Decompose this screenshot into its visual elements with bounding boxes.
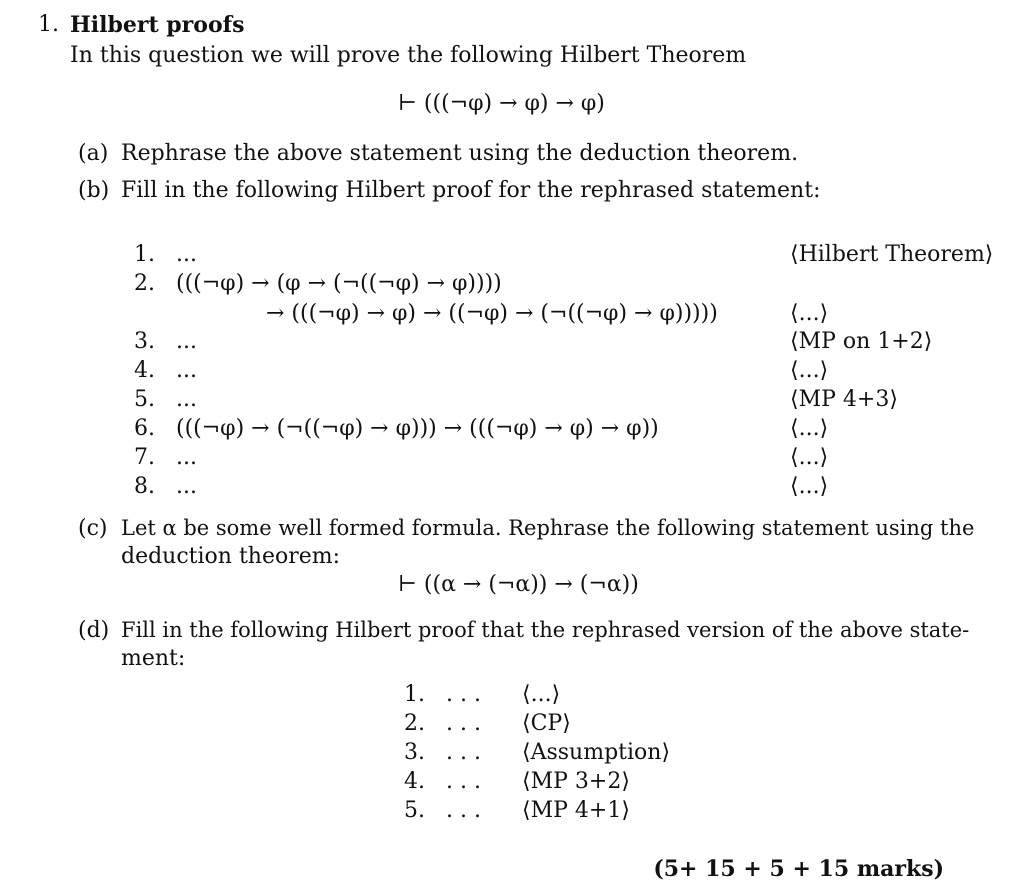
proof-b-line-justification: ⟨...⟩ [790,474,829,499]
question-intro: In this question we will prove the following Hilbert Theorem [70,43,747,68]
question-title: Hilbert proofs [70,12,245,38]
proof-d-line-formula: . . . [446,798,481,823]
part-c-label: (c) [78,516,108,541]
proof-b-line-formula: ... [176,387,197,412]
proof-b-line-justification: ⟨...⟩ [790,416,829,441]
proof-d-line-formula: . . . [446,711,481,736]
proof-b-line-formula: ... [176,329,197,354]
proof-b-line-justification: ⟨Hilbert Theorem⟩ [790,242,994,267]
question-number: 1. [38,12,59,37]
proof-b-line-number: 4. [134,358,155,383]
proof-b-line-number: 1. [134,242,155,267]
proof-d-line-formula: . . . [446,740,481,765]
part-a-text: Rephrase the above statement using the deduction theorem. [121,141,799,166]
proof-b-line-number: 8. [134,474,155,499]
proof-b-line-justification: ⟨MP 4+3⟩ [790,387,898,412]
proof-d-line-number: 3. [404,740,425,765]
part-b-label: (b) [78,178,110,203]
part-c-statement: ⊢ ((α → (¬α)) → (¬α)) [398,572,639,597]
proof-b-line-number: 2. [134,271,155,296]
proof-b-line-continuation: → (((¬φ) → φ) → ((¬φ) → (¬((¬φ) → φ))))) [266,301,718,326]
proof-d-line-number: 1. [404,682,425,707]
part-d-text-line2: ment: [121,646,186,671]
part-c-text-line2: deduction theorem: [121,544,341,569]
proof-b-line-justification: ⟨...⟩ [790,301,829,326]
proof-b-line-formula: ... [176,358,197,383]
proof-b-line-number: 7. [134,445,155,470]
proof-b-line-number: 5. [134,387,155,412]
proof-b-line-formula: ... [176,242,197,267]
proof-b-line-formula: (((¬φ) → (φ → (¬((¬φ) → φ)))) [176,271,502,296]
part-c-text-line1: Let α be some well formed formula. Rephrase the following statement using the [121,516,975,540]
part-a-label: (a) [78,141,109,166]
proof-b-line-formula: (((¬φ) → (¬((¬φ) → φ))) → (((¬φ) → φ) → φ)) [176,416,659,441]
proof-b-line-formula: ... [176,445,197,470]
proof-b-line-justification: ⟨...⟩ [790,358,829,383]
proof-d-line-number: 2. [404,711,425,736]
part-d-text-line1: Fill in the following Hilbert proof that the rephrased version of the above state- [121,618,970,642]
proof-b-line-justification: ⟨MP on 1+2⟩ [790,329,933,354]
proof-b-line-number: 3. [134,329,155,354]
proof-d-line-formula: . . . [446,769,481,794]
proof-b-line-formula: ... [176,474,197,499]
part-b-text: Fill in the following Hilbert proof for the rephrased statement: [121,178,821,203]
proof-d-line-justification: ⟨...⟩ [522,682,561,707]
marks-total: (5+ 15 + 5 + 15 marks) [653,856,944,882]
proof-d-line-formula: . . . [446,682,481,707]
proof-d-line-justification: ⟨CP⟩ [522,711,571,736]
proof-d-line-number: 4. [404,769,425,794]
proof-b-line-justification: ⟨...⟩ [790,445,829,470]
proof-d-line-justification: ⟨MP 4+1⟩ [522,798,630,823]
part-d-label: (d) [78,618,110,643]
proof-b-line-number: 6. [134,416,155,441]
proof-d-line-justification: ⟨Assumption⟩ [522,740,671,765]
proof-d-line-number: 5. [404,798,425,823]
theorem-statement: ⊢ (((¬φ) → φ) → φ) [398,91,605,116]
proof-d-line-justification: ⟨MP 3+2⟩ [522,769,630,794]
